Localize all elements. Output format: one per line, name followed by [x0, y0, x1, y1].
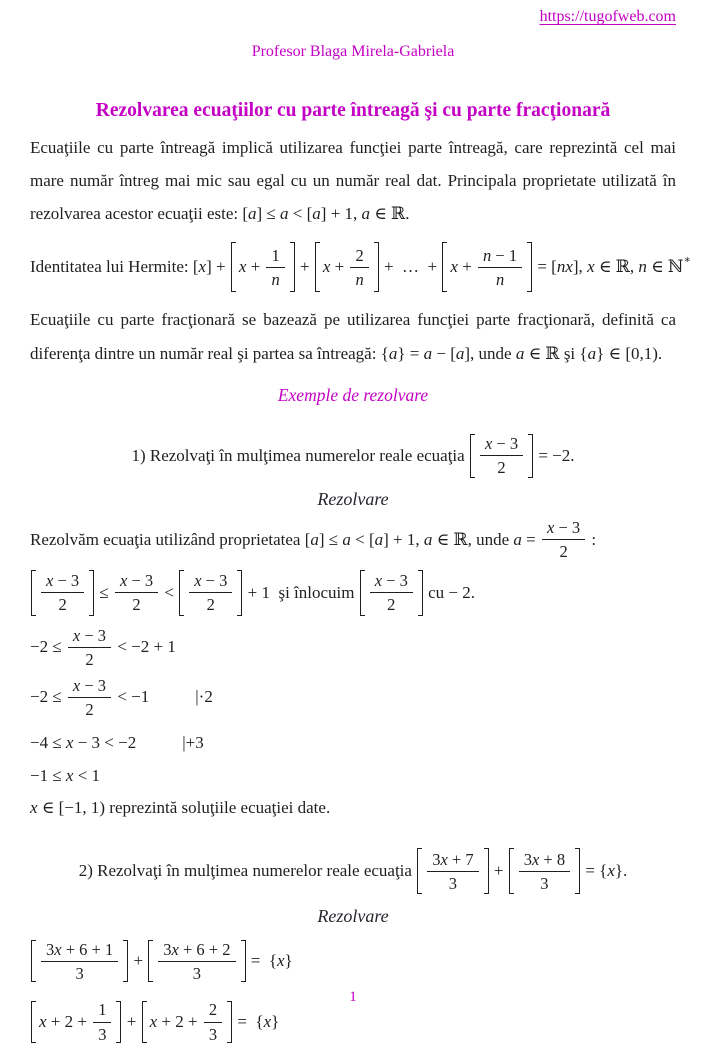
text-run: şi înlocuim [274, 582, 359, 602]
site-link[interactable]: https://tugofweb.com [539, 8, 676, 25]
fraction-denominator: 2 [497, 458, 506, 478]
fraction [348, 245, 370, 290]
solution1-step-5 [30, 765, 676, 787]
fraction [264, 245, 286, 290]
rezolvare-label-2: Rezolvare [317, 906, 389, 927]
fraction-numerator: x − 3 [68, 625, 111, 648]
fraction-denominator: n [355, 269, 364, 289]
problem-1-statement [30, 432, 676, 480]
page-title: Rezolvarea ecuaţiilor cu parte întreagă şi cu parte fracţionară [95, 100, 611, 121]
fraction-numerator: 1 [266, 245, 284, 268]
solution1-step-2 [30, 625, 676, 670]
fraction [478, 433, 525, 478]
math-run: = {x} [581, 861, 624, 881]
fraction [66, 675, 113, 720]
text-run: 1) Rezolvaţi în mulţimea numerelor reale ecuaţia [131, 445, 469, 465]
text-run: . [623, 861, 628, 881]
fraction-denominator: 2 [85, 649, 94, 669]
solution1-conclusion [30, 797, 676, 819]
math-run: |+3 [182, 733, 204, 753]
fraction [113, 570, 160, 615]
math-run: = [nx], x ∈ ℝ, n ∈ ℕ [533, 257, 684, 277]
fraction [39, 570, 86, 615]
fraction [66, 625, 113, 670]
math-run: : [587, 529, 597, 549]
solution1-intro [30, 516, 676, 564]
fraction-numerator: x − 3 [68, 675, 111, 698]
right-bracket [116, 1001, 121, 1042]
fraction-denominator: n [271, 269, 280, 289]
math-run: −4 ≤ x − 3 < −2 [30, 733, 137, 753]
fraction-denominator: 2 [206, 595, 215, 615]
fraction-denominator: 3 [192, 963, 202, 983]
fraction-numerator: 3x + 6 + 1 [41, 939, 118, 962]
fraction [202, 999, 224, 1044]
left-bracket [360, 570, 365, 616]
right-bracket [527, 242, 532, 292]
math-run: x + 2 + [39, 1011, 92, 1031]
fraction-numerator: x − 3 [480, 433, 523, 456]
math-run: −2 ≤ [30, 637, 66, 657]
text-run: şi [559, 343, 580, 363]
fraction [91, 999, 113, 1044]
left-bracket [148, 940, 153, 982]
text-run: . [470, 582, 476, 602]
math-run: + … + [379, 257, 442, 277]
left-bracket [315, 242, 320, 292]
left-bracket [231, 242, 236, 292]
right-bracket [241, 940, 246, 982]
right-bracket [484, 848, 489, 894]
fraction-numerator: 3x + 6 + 2 [158, 939, 235, 962]
fraction-denominator: 3 [98, 1024, 107, 1044]
fraction-numerator: 2 [350, 245, 368, 268]
text-run: , unde [467, 529, 514, 549]
math-run: [a] ≤ a < [a] + 1, a ∈ ℝ [242, 204, 406, 224]
fraction [517, 849, 572, 894]
math-run: −2 ≤ [30, 687, 66, 707]
math-run: [a] ≤ a < [a] + 1, a ∈ ℝ [304, 529, 468, 549]
fraction-denominator: 2 [132, 595, 141, 615]
math-run: −1 ≤ x < 1 [30, 766, 101, 786]
math-run: x + [322, 257, 349, 277]
right-bracket [374, 242, 379, 292]
text-run: cu [423, 582, 449, 602]
fraction-denominator: 3 [540, 873, 549, 893]
fraction [476, 245, 524, 290]
math-run: < −2 + 1 [113, 637, 176, 657]
math-run: {a} ∈ [0,1) [579, 343, 658, 363]
solution2-step-2 [30, 999, 676, 1044]
right-bracket [237, 570, 242, 616]
text-run: reprezintă soluţiile ecuaţiei date. [105, 798, 331, 818]
fraction-numerator: x − 3 [189, 570, 232, 593]
fraction [540, 517, 587, 562]
fraction-denominator: n [495, 269, 505, 289]
fraction-numerator: x − 3 [41, 570, 84, 593]
fraction-numerator: x − 3 [370, 570, 413, 593]
text-run: Identitatea lui Hermite: [30, 257, 193, 277]
solution2-step-1 [30, 938, 676, 984]
math-run: + [129, 951, 148, 971]
page-number: 1 [349, 989, 357, 1005]
left-bracket [142, 1001, 147, 1042]
fraction-denominator: 2 [85, 700, 94, 720]
left-bracket [509, 848, 514, 894]
math-run: |·2 [195, 687, 213, 707]
right-bracket [418, 570, 423, 616]
fraction-numerator: 2 [204, 999, 222, 1022]
solution1-step-4 [30, 732, 676, 754]
math-run: + [295, 257, 314, 277]
math-run: = −2 [534, 445, 571, 465]
fraction-denominator: 3 [448, 873, 458, 893]
fraction-numerator: 3x + 8 [519, 849, 570, 872]
right-bracket [123, 940, 128, 982]
math-run: − 2 [448, 582, 471, 602]
math-run: a = [513, 529, 540, 549]
math-run: + [122, 1011, 141, 1031]
left-bracket [442, 242, 447, 292]
math-run: [x] + [192, 257, 230, 277]
fraction [187, 570, 234, 615]
fraction-numerator: x − 3 [115, 570, 158, 593]
fraction-denominator: 3 [208, 1024, 218, 1044]
fraction [425, 849, 480, 894]
math-run: ≤ [95, 582, 113, 602]
math-run: x + [238, 257, 265, 277]
math-run: < [160, 582, 179, 602]
examples-heading: Exemple de rezolvare [277, 384, 429, 405]
fraction [368, 570, 415, 615]
left-bracket [179, 570, 184, 616]
math-run: = {x} [233, 1011, 280, 1031]
fraction-denominator: 3 [75, 963, 84, 983]
math-run: + 1 [243, 582, 275, 602]
math-run: {a} = a − [a] [380, 343, 471, 363]
fraction-denominator: 2 [387, 595, 396, 615]
rezolvare-label-1: Rezolvare [317, 488, 389, 509]
solution1-step-3 [30, 675, 676, 720]
text-run: , unde [470, 343, 516, 363]
text-run: Ecuaţiile cu parte întreagă implică utilizarea funcţiei parte întreagă, care reprezintă cel mai mare număr întreg mai mic sau egal cu un număr real dat. Principala proprietate utilizată în rezolvarea acestor ecuaţii este: [30, 138, 676, 224]
left-bracket [470, 434, 475, 478]
math-run: x + [450, 257, 477, 277]
left-bracket [31, 570, 36, 616]
text-run: Rezolvăm ecuaţia utilizând proprietatea [30, 529, 305, 549]
text-run: . [657, 343, 663, 363]
right-bracket [89, 570, 94, 616]
fraction-numerator: x − 3 [542, 517, 585, 540]
fraction-denominator: 2 [58, 595, 67, 615]
text-run: . [570, 445, 575, 465]
paragraph-fractional-part [30, 303, 676, 369]
math-run: + [489, 861, 508, 881]
left-bracket [31, 940, 36, 982]
right-bracket [290, 242, 295, 292]
text-run: Ecuaţiile cu parte fracţionară se bazează pe utilizarea funcţiei parte fracţionară, definită ca diferenţa dintre un număr real şi partea sa întreagă: [30, 310, 676, 363]
math-run: = {x} [246, 951, 293, 971]
math-run: x + 2 + [149, 1011, 202, 1031]
hermite-identity [30, 240, 691, 294]
paragraph-integer-part [30, 131, 676, 230]
professor-line: Profesor Blaga Mirela-Gabriela [251, 43, 455, 60]
fraction-numerator: 3x + 7 [427, 849, 478, 872]
header [30, 8, 676, 26]
left-bracket [417, 848, 422, 894]
right-bracket [575, 848, 580, 894]
fraction [156, 939, 237, 984]
superscript-star: ∗ [683, 254, 691, 267]
fraction [39, 939, 120, 984]
math-run: a ∈ ℝ [515, 343, 560, 363]
math-run: < −1 [113, 687, 150, 707]
fraction-numerator: 1 [93, 999, 111, 1022]
text-run: 2) Rezolvaţi în mulţimea numerelor reale ecuaţia [78, 861, 417, 881]
right-bracket [528, 434, 533, 478]
math-run: x ∈ [−1, 1) [30, 798, 106, 818]
left-bracket [31, 1001, 36, 1042]
solution1-step-1 [30, 568, 676, 618]
fraction-denominator: 2 [559, 542, 568, 562]
problem-2-statement [30, 846, 676, 896]
text-run: . [405, 204, 410, 224]
right-bracket [227, 1001, 232, 1042]
fraction-numerator: n − 1 [478, 245, 522, 268]
